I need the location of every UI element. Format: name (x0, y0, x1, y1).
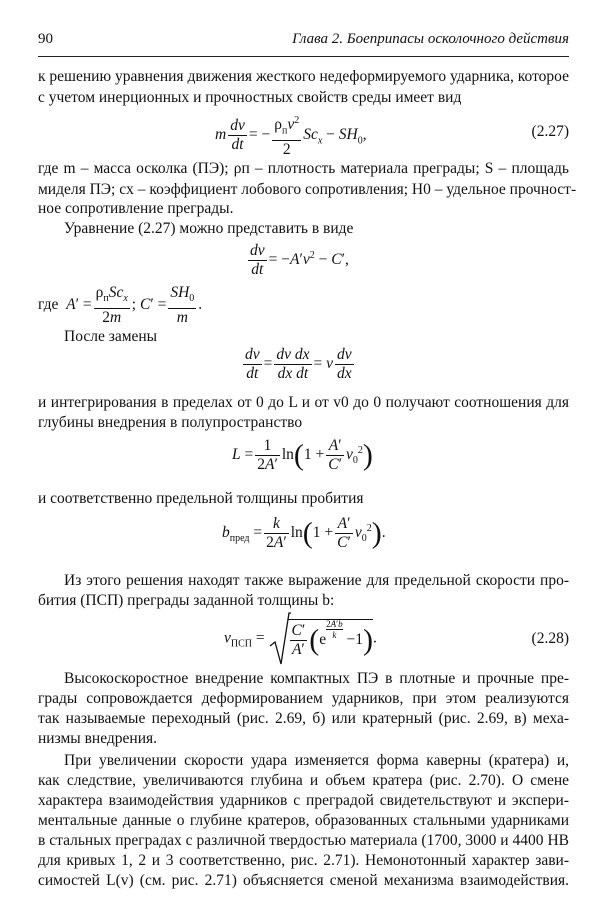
chapter-title: Глава 2. Боеприпасы осколочного действия (292, 31, 569, 47)
text-line: к решению уравнения движения жесткого недеформируемого ударника, которое (38, 68, 569, 85)
text-line: характера взаимодействия ударников с преградой свидетельствуют и экспери- (38, 792, 569, 809)
text-line: ное сопротивление преграды. (38, 200, 234, 217)
equation-2-28: $v_{ПСП}$ = $\frac{C'}{A'}$ (e $^{\frac{2A'b}{k}}$ −1). (224, 612, 377, 666)
text-line: с учетом инерционных и прочностных свойств среды имеет вид (38, 89, 462, 106)
text-line: Высокоскоростное внедрение компактных ПЭ в плотные и прочные пре- (64, 670, 569, 687)
equation-substitution: $\frac{dv}{dt}$ = $\frac{\text{dv dx}}{\text{dx dt}}$ = v $\frac{dv}{dx}$ (245, 346, 352, 382)
text-line: и интегрирования в пределах от 0 до L и от v0 до 0 получают соотношения для (38, 394, 569, 411)
equation-limit-thickness: $b_{пред}$ = $\frac{k}{2A'}$ ln(1 + $\frac{A'}{C'}$ $v_0^2$). (222, 515, 386, 551)
text-where: где (38, 296, 59, 314)
equation-dv-dt: $\frac{dv}{dt}$ = $-A'v^2 - C'$, (250, 242, 349, 278)
equation-2-27: m $\frac{dv}{dt}$ = − $\frac{\rho_пv^2}{2}$ $Sc_x - SH_0$, (215, 112, 367, 159)
equation-number: (2.28) (531, 630, 569, 647)
text-line: Из этого решения находят также выражение для предельной скорости про- (64, 572, 569, 589)
text-line: как следствие, увеличиваются глубина и объем кратера (рис. 2.70). О смене (38, 772, 569, 789)
text-line: где m – масса осколка (ПЭ); ρп – плотность материала преграды; S – площадь (38, 160, 569, 177)
page-number: 90 (38, 31, 53, 47)
text-line: симостей L(v) (см. рис. 2.71) объясняется сменой механизма взаимодействия. (38, 872, 569, 889)
text-line: и соответственно предельной толщины пробития (38, 490, 364, 507)
text-line: так называемые переходный (рис. 2.69, б) или кратерный (рис. 2.69, в) меха- (38, 710, 569, 727)
text-line: ментальные данные о глубине кратеров, образованных стальными ударниками (38, 812, 569, 829)
text-line: низмы внедрения. (38, 730, 157, 747)
equation-definitions: где A′ = $\frac{\rho_пSc_x}{2m}$ ; C′ = $\frac{SH_0}{m}$ . (38, 284, 203, 327)
text-line: глубины внедрения в полупространство (38, 414, 303, 431)
text-line: Уравнение (2.27) можно представить в виде (64, 220, 354, 237)
text-line: При увеличении скорости удара изменяется форма каверны (кратера) и, (64, 752, 569, 769)
equation-number: (2.27) (531, 123, 569, 140)
text-line: в стальных преградах с различной твердостью материала (1700, 3000 и 4400 HB (38, 832, 569, 849)
text-line: После замены (64, 328, 158, 345)
text-line: миделя ПЭ; cx – коэффициент лобового сопротивления; H0 – удельное прочност- (38, 181, 577, 198)
text-line: грады сопровождается деформированием ударников, при этом реализуются (38, 690, 569, 707)
header-rule (38, 56, 569, 57)
running-header (38, 31, 569, 53)
text-line: бития (ПСП) преграды заданной толщины b: (38, 592, 335, 609)
equation-depth-L: L = $\frac{1}{2A'}$ ln(1 + $\frac{A'}{C'}$ $v_0^2$) (232, 437, 373, 473)
text-line: для кривых 1, 2 и 3 соответственно, рис. 2.71). Немонотонный характер зави- (38, 852, 569, 869)
